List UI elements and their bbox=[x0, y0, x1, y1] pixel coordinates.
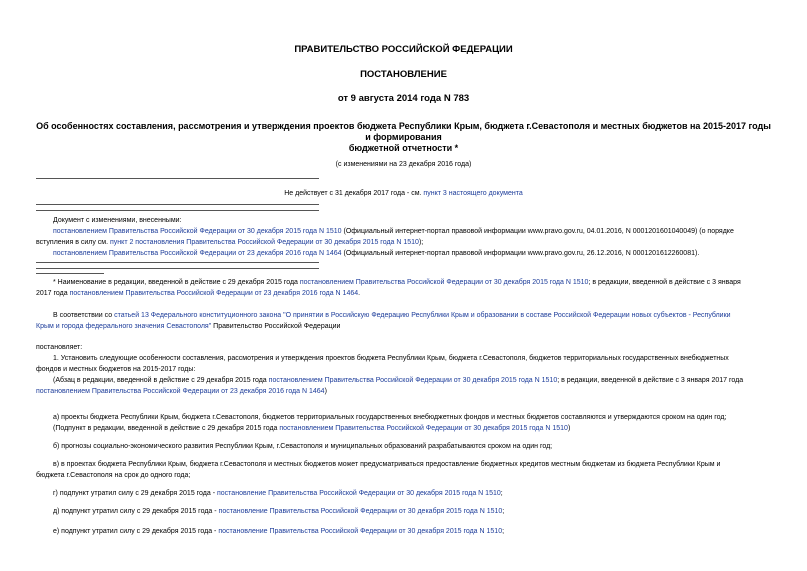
edition-note: (с изменениями на 23 декабря 2016 года) bbox=[335, 161, 472, 168]
subpoint-d-text: д) подпункт утратил силу с 29 декабря 2015 года - bbox=[53, 508, 219, 515]
changes-item-2-text: (Официальный интернет-портал правовой информации www.pravo.gov.ru, 26.12.2016, N 0001201612260081). bbox=[341, 250, 700, 257]
footnote-end: ; в редакции, введенной в действие с 3 января bbox=[588, 279, 741, 286]
status-text: Не действует с 31 декабря 2017 года - см. bbox=[284, 190, 424, 197]
subpoint-d-end: ; bbox=[502, 508, 505, 515]
preamble-text-2: Правительство Российской Федерации bbox=[211, 323, 341, 330]
subpoint-a-note-end: ) bbox=[567, 425, 571, 432]
changes-item-2-link[interactable]: постановлением Правительства Российской Федерации от 23 декабря 2016 года N 1464 bbox=[53, 250, 342, 257]
changes-item-1-cont-link[interactable]: пункт 2 постановления Правительства Российской Федерации от 30 декабря 2015 года N 1510 bbox=[110, 239, 419, 246]
p1-note-link-2[interactable]: постановлением Правительства Российской Федерации от 23 декабря 2016 года N 1464 bbox=[36, 388, 325, 395]
p1-note-text: (Абзац в редакции, введенной в действие с 29 декабря 2015 года bbox=[53, 377, 269, 384]
subpoint-v-line1: в) в проектах бюджета Республики Крым, бюджета г.Севастополя и местных бюджетов может предусматриваться предоставление бюджетных кредитов местным бюджетам из бюджета Республики Крым и bbox=[53, 461, 721, 468]
subpoint-v-line2: бюджета г.Севастополя на срок до одного года; bbox=[36, 472, 191, 479]
footnote-link-2[interactable]: постановлением Правительства Российской Федерации от 23 декабря 2016 года N 1464 bbox=[69, 290, 359, 297]
decides-label: постановляет: bbox=[36, 344, 83, 351]
divider bbox=[36, 178, 319, 179]
changes-item-1-cont-text: вступления в силу см. bbox=[36, 239, 111, 246]
changes-item-1 bbox=[53, 227, 734, 237]
p1-line2: фондов и местных бюджетов на 2015-2017 годы: bbox=[36, 366, 196, 373]
preamble-law-link-cont[interactable]: Крым и города федерального значения Севастополя" bbox=[36, 323, 212, 330]
subpoint-g-link[interactable]: постановление Правительства Российской Федерации от 30 декабря 2015 года N 1510 bbox=[217, 490, 501, 497]
p1-note-line1 bbox=[53, 376, 743, 386]
p1-note-link[interactable]: постановлением Правительства Российской Федерации от 30 декабря 2015 года N 1510 bbox=[268, 377, 558, 384]
changes-item-1-cont-end: ); bbox=[418, 239, 424, 246]
footnote-line1 bbox=[53, 278, 741, 288]
preamble-line2 bbox=[36, 322, 340, 332]
divider bbox=[36, 262, 319, 263]
p1-note-end: ; в редакции, введенной в действие с 3 января 2017 года bbox=[557, 377, 744, 384]
changes-intro: Документ с изменениями, внесенными: bbox=[53, 217, 182, 224]
divider bbox=[36, 268, 319, 269]
p1-note-line2 bbox=[36, 387, 327, 397]
document-date: от 9 августа 2014 года N 783 bbox=[337, 93, 470, 104]
government-heading: ПРАВИТЕЛЬСТВО РОССИЙСКОЙ ФЕДЕРАЦИИ bbox=[294, 44, 513, 55]
p1-note-end-2: ) bbox=[324, 388, 327, 395]
document-type: ПОСТАНОВЛЕНИЕ bbox=[360, 69, 447, 80]
footnote-text: * Наименование в редакции, введенной в действие с 29 декабря 2015 года bbox=[53, 279, 300, 286]
p1-line1: 1. Установить следующие особенности составления, рассмотрения и утверждения проектов бюджета Республики Крым, бюджета г.Севастополя, бюджетов территориальных государственных внебюджетных bbox=[53, 355, 729, 362]
preamble-law-link[interactable]: статьей 13 Федерального конституционного закона "О принятии в Российскую Федерацию Республики Крым и образовании в составе Российской Федерации новых субъектов - Республики bbox=[114, 312, 731, 319]
subpoint-e-end: ; bbox=[502, 528, 505, 535]
subpoint-e-text: е) подпункт утратил силу с 29 декабря 2015 года - bbox=[53, 528, 219, 535]
preamble-line1 bbox=[53, 311, 731, 321]
document-title-line3: бюджетной отчетности * bbox=[348, 143, 459, 153]
footnote-end-2: . bbox=[358, 290, 361, 297]
subpoint-a-note bbox=[53, 424, 570, 434]
subpoint-e-link[interactable]: постановление Правительства Российской Федерации от 30 декабря 2015 года N 1510 bbox=[218, 528, 503, 535]
subpoint-e bbox=[53, 527, 504, 537]
subpoint-g-end: ; bbox=[500, 490, 503, 497]
divider bbox=[36, 210, 319, 211]
document-title-line2: и формирования bbox=[365, 132, 442, 142]
footnote-line2 bbox=[36, 289, 360, 299]
changes-item-2 bbox=[53, 249, 699, 259]
subpoint-a: а) проекты бюджета Республики Крым, бюджета г.Севастополя, бюджетов территориальных государственных внебюджетных фондов и местных бюджетов составляются и утверждаются сроком на один год; bbox=[53, 414, 727, 421]
changes-item-1-text: (Официальный интернет-портал правовой информации www.pravo.gov.ru, 04.01.2016, N 0001201601040049) (о порядке bbox=[341, 228, 734, 235]
subpoint-b: б) прогнозы социально-экономического развития Республики Крым, г.Севастополя и муниципальных образований разрабатываются сроком на один год; bbox=[53, 443, 553, 450]
subpoint-a-note-link[interactable]: постановлением Правительства Российской Федерации от 30 декабря 2015 года N 1510 bbox=[279, 425, 568, 432]
subpoint-d-link[interactable]: постановление Правительства Российской Федерации от 30 декабря 2015 года N 1510 bbox=[218, 508, 503, 515]
divider bbox=[36, 204, 319, 205]
footnote-divider bbox=[36, 273, 104, 274]
changes-item-1-link[interactable]: постановлением Правительства Российской Федерации от 30 декабря 2015 года N 1510 bbox=[53, 228, 342, 235]
subpoint-d bbox=[53, 507, 504, 517]
status-link[interactable]: пункт 3 настоящего документа bbox=[423, 190, 523, 197]
subpoint-g-text: г) подпункт утратил силу с 29 декабря 2015 года - bbox=[53, 490, 217, 497]
footnote-link-1[interactable]: постановлением Правительства Российской Федерации от 30 декабря 2015 года N 1510 bbox=[299, 279, 589, 286]
footnote-text-2: 2017 года bbox=[36, 290, 70, 297]
subpoint-g bbox=[53, 489, 503, 499]
status-line bbox=[0, 189, 807, 199]
subpoint-a-note-text: (Подпункт в редакции, введенной в действие с 29 декабря 2015 года bbox=[53, 425, 280, 432]
document-title-line1: Об особенностях составления, рассмотрения и утверждения проектов бюджета Республики Крым, бюджета г.Севастополя и местных бюджетов на 2015-2017 годы bbox=[36, 121, 771, 131]
preamble-text: В соответствии со bbox=[53, 312, 115, 319]
changes-item-1-cont bbox=[36, 238, 423, 248]
